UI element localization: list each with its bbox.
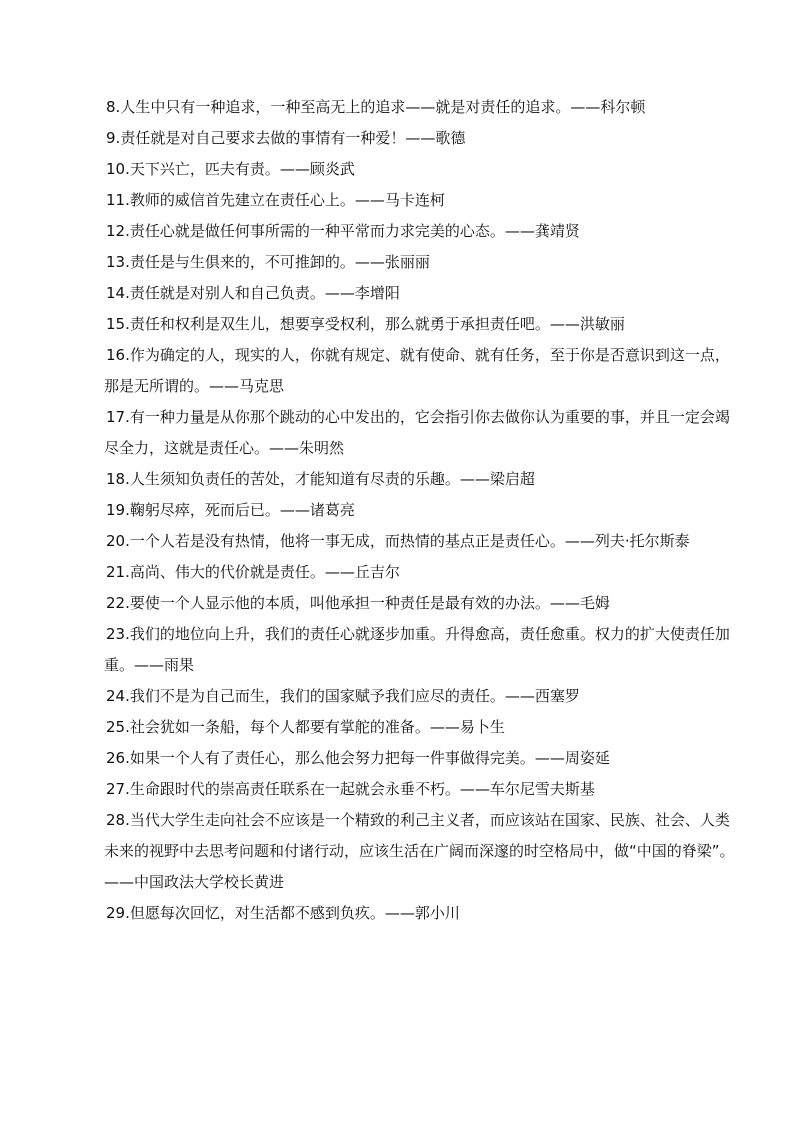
quote-text: 我们不是为自己而生，我们的国家赋予我们应尽的责任。——西塞罗 [129, 687, 580, 705]
quote-24 [104, 681, 736, 712]
quote-23 [68, 619, 736, 681]
quote-text: 如果一个人有了责任心，那么他会努力把每一件事做得完美。——周姿延 [129, 749, 610, 767]
quote-number: 13. [106, 253, 130, 271]
quote-text: 但愿每次回忆，对生活都不感到负疚。——郭小川 [129, 904, 460, 922]
quote-text: 人生须知负责任的苦处，才能知道有尽责的乐趣。——梁启超 [129, 470, 535, 488]
quote-13 [104, 247, 736, 278]
quote-number: 19. [106, 501, 130, 519]
quote-15 [104, 309, 736, 340]
quote-text: 要使一个人显示他的本质，叫他承担一种责任是最有效的办法。——毛姆 [129, 594, 610, 612]
quote-12 [104, 216, 736, 247]
quote-number: 28. [106, 811, 130, 829]
quote-29 [104, 898, 736, 929]
quote-text: 责任心就是做任何事所需的一种平常而力求完美的心态。——龚靖贤 [129, 222, 580, 240]
quote-text: 鞠躬尽瘁，死而后已。——诸葛亮 [129, 501, 355, 519]
quote-10 [104, 154, 736, 185]
quote-16 [68, 340, 736, 402]
quote-19 [104, 495, 736, 526]
quote-number: 9. [106, 129, 121, 147]
quote-number: 16. [106, 346, 130, 364]
quote-number: 18. [106, 470, 130, 488]
quote-11 [104, 185, 736, 216]
quote-text: 一个人若是没有热情，他将一事无成，而热情的基点正是责任心。——列夫·托尔斯泰 [129, 532, 690, 550]
quote-text: 生命跟时代的崇高责任联系在一起就会永垂不朽。——车尔尼雪夫斯基 [129, 780, 595, 798]
quote-number: 15. [106, 315, 130, 333]
quote-text: 高尚、伟大的代价就是责任。——丘吉尔 [129, 563, 400, 581]
quote-number: 29. [106, 904, 130, 922]
quote-25 [104, 712, 736, 743]
quote-text: 作为确定的人，现实的人，你就有规定、就有使命、就有任务，至于你是否意识到这一点，那是无所谓的。——马克思 [104, 346, 730, 395]
quote-number: 23. [106, 625, 130, 643]
quote-28 [68, 805, 736, 898]
quote-18 [104, 464, 736, 495]
quote-21 [104, 557, 736, 588]
quote-text: 人生中只有一种追求，一种至高无上的追求——就是对责任的追求。——科尔顿 [120, 98, 646, 116]
quote-27 [104, 774, 736, 805]
quote-text: 责任就是对自己要求去做的事情有一种爱！——歌德 [120, 129, 466, 147]
quote-number: 17. [106, 408, 130, 426]
quote-number: 22. [106, 594, 130, 612]
quote-text: 当代大学生走向社会不应该是一个精致的利己主义者，而应该站在国家、民族、社会、人类未来的视野中去思考问题和付诸行动，应该生活在广阔而深邃的时空格局中，做“中国的脊梁”。——中国政法大学校长黄进 [104, 811, 735, 891]
quote-number: 27. [106, 780, 130, 798]
quote-number: 25. [106, 718, 130, 736]
quote-22 [104, 588, 736, 619]
quote-text: 责任是与生俱来的，不可推卸的。——张丽丽 [129, 253, 430, 271]
quote-9 [104, 123, 736, 154]
quote-14 [104, 278, 736, 309]
quote-text: 有一种力量是从你那个跳动的心中发出的，它会指引你去做你认为重要的事，并且一定会竭尽全力，这就是责任心。——朱明然 [104, 408, 730, 457]
quote-text: 教师的威信首先建立在责任心上。——马卡连柯 [129, 191, 445, 209]
quote-26 [104, 743, 736, 774]
quote-text: 社会犹如一条船，每个人都要有掌舵的准备。——易卜生 [129, 718, 505, 736]
quote-text: 天下兴亡，匹夫有责。——顾炎武 [129, 160, 355, 178]
quote-8 [104, 92, 736, 123]
quote-number: 8. [106, 98, 121, 116]
quote-number: 14. [106, 284, 130, 302]
quote-17 [68, 402, 736, 464]
quote-text: 责任就是对别人和自己负责。——李增阳 [129, 284, 400, 302]
quote-number: 20. [106, 532, 130, 550]
quote-20 [68, 526, 736, 557]
quote-number: 12. [106, 222, 130, 240]
quote-number: 10. [106, 160, 130, 178]
quote-number: 11. [106, 191, 130, 209]
quote-number: 26. [106, 749, 130, 767]
quote-text: 责任和权利是双生儿，想要享受权利，那么就勇于承担责任吧。——洪敏丽 [129, 315, 625, 333]
quote-number: 24. [106, 687, 130, 705]
quote-text: 我们的地位向上升，我们的责任心就逐步加重。升得愈高，责任愈重。权力的扩大使责任加重。——雨果 [104, 625, 730, 674]
document-body [104, 92, 736, 929]
quote-number: 21. [106, 563, 130, 581]
